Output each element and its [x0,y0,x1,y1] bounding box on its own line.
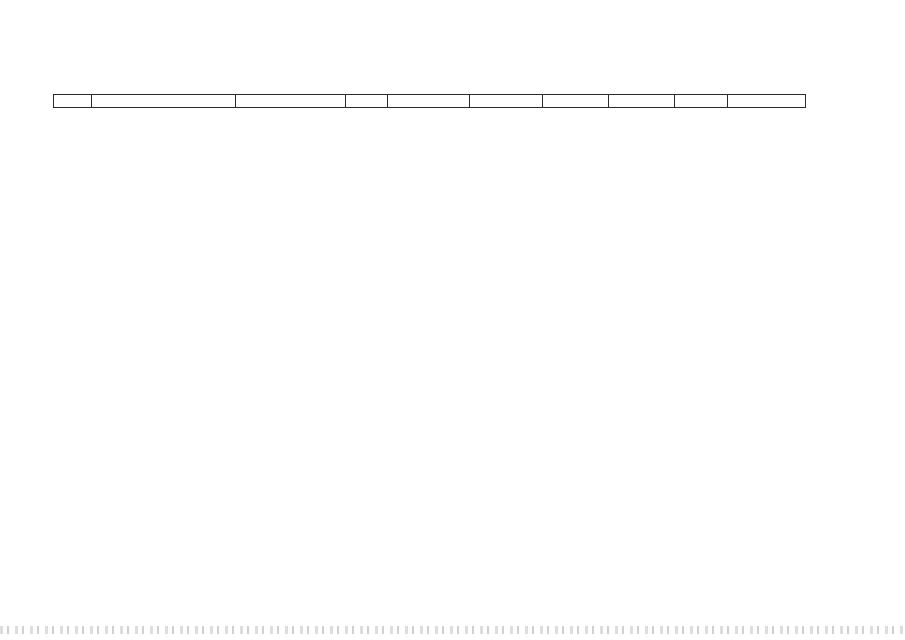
column-number [54,95,92,108]
column-number [346,95,388,108]
column-number [236,95,346,108]
column-number [92,95,236,108]
column-number-row [54,95,806,108]
scan-edge [0,626,905,634]
program-table [53,94,806,108]
column-number [543,95,609,108]
column-number [609,95,675,108]
column-number [675,95,728,108]
column-number [728,95,806,108]
column-number [470,95,543,108]
column-number [388,95,470,108]
